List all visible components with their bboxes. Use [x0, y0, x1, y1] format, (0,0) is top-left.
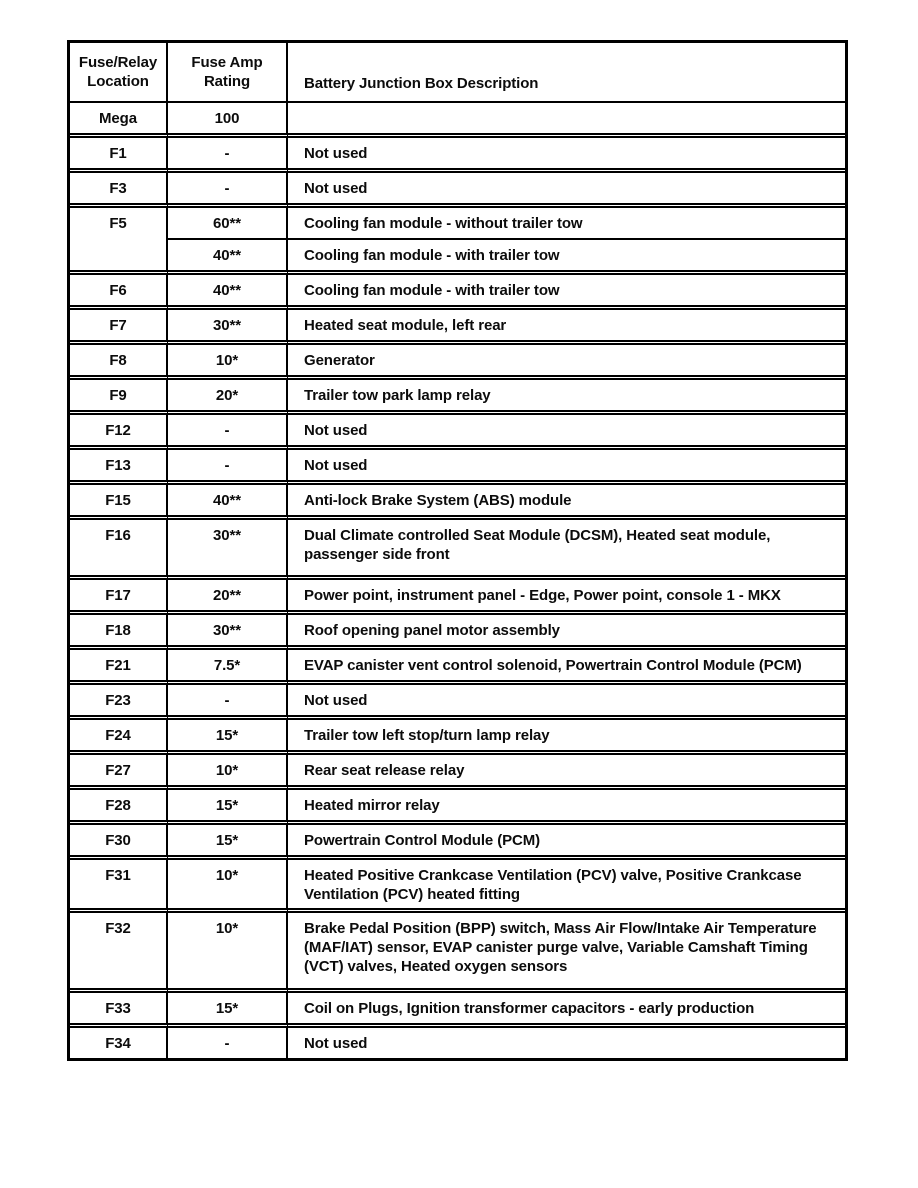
table-row	[70, 415, 845, 450]
header-fuse-amp-rating: Fuse Amp Rating	[168, 43, 288, 103]
cell-description: Cooling fan module - with trailer tow	[288, 275, 845, 310]
cell-fuse-location: F1	[70, 138, 168, 173]
cell-description: Heated seat module, left rear	[288, 310, 845, 345]
cell-description: Brake Pedal Position (BPP) switch, Mass Air Flow/Intake Air Temperature (MAF/IAT) sensor, EVAP canister purge valve, Variable Camshaft Timing (VCT) valves, Heated oxygen sensors	[288, 913, 845, 993]
table-row	[70, 138, 845, 173]
cell-fuse-location: F3	[70, 173, 168, 208]
cell-fuse-location: F15	[70, 485, 168, 520]
cell-description: Cooling fan module - with trailer tow	[288, 240, 845, 275]
cell-amp-rating: 60**	[168, 208, 288, 240]
cell-description: Not used	[288, 173, 845, 208]
table-row	[70, 860, 845, 913]
cell-description: Coil on Plugs, Ignition transformer capacitors - early production	[288, 993, 845, 1028]
cell-amp-rating: 10*	[168, 860, 288, 913]
cell-amp-rating: -	[168, 173, 288, 208]
cell-description: Dual Climate controlled Seat Module (DCSM), Heated seat module, passenger side front	[288, 520, 845, 580]
cell-description	[288, 103, 845, 138]
cell-fuse-location: F6	[70, 275, 168, 310]
cell-description: Anti-lock Brake System (ABS) module	[288, 485, 845, 520]
cell-amp-rating: -	[168, 138, 288, 173]
table-row	[70, 380, 845, 415]
cell-fuse-location: F23	[70, 685, 168, 720]
cell-amp-rating: 100	[168, 103, 288, 138]
cell-description: Not used	[288, 450, 845, 485]
cell-amp-rating: -	[168, 415, 288, 450]
table-row	[70, 520, 845, 580]
cell-description: Rear seat release relay	[288, 755, 845, 790]
cell-fuse-location: F34	[70, 1028, 168, 1058]
cell-description: Heated mirror relay	[288, 790, 845, 825]
cell-amp-rating: 7.5*	[168, 650, 288, 685]
table-row	[70, 790, 845, 825]
header-battery-junction-box-description: Battery Junction Box Description	[288, 43, 845, 103]
cell-amp-rating: 20*	[168, 380, 288, 415]
table-row	[70, 310, 845, 345]
cell-fuse-location: F7	[70, 310, 168, 345]
cell-fuse-location: F9	[70, 380, 168, 415]
cell-fuse-location: F13	[70, 450, 168, 485]
fuse-table	[67, 40, 848, 1061]
cell-fuse-location: F27	[70, 755, 168, 790]
cell-amp-rating: 10*	[168, 755, 288, 790]
table-row	[70, 240, 845, 275]
cell-fuse-location: F17	[70, 580, 168, 615]
cell-amp-rating: 10*	[168, 913, 288, 993]
cell-amp-rating: -	[168, 450, 288, 485]
cell-fuse-location: F32	[70, 913, 168, 993]
table-row	[70, 580, 845, 615]
cell-fuse-location: Mega	[70, 103, 168, 138]
cell-description: Heated Positive Crankcase Ventilation (PCV) valve, Positive Crankcase Ventilation (PCV) heated fitting	[288, 860, 845, 913]
table-row	[70, 755, 845, 790]
cell-description: Roof opening panel motor assembly	[288, 615, 845, 650]
table-row	[70, 450, 845, 485]
table-row	[70, 720, 845, 755]
cell-amp-rating: 15*	[168, 790, 288, 825]
table-row	[70, 208, 845, 240]
cell-fuse-location: F21	[70, 650, 168, 685]
cell-description: Not used	[288, 138, 845, 173]
table-row	[70, 650, 845, 685]
cell-amp-rating: 40**	[168, 485, 288, 520]
table-row	[70, 685, 845, 720]
cell-fuse-location: F31	[70, 860, 168, 913]
cell-amp-rating: 30**	[168, 310, 288, 345]
table-row	[70, 345, 845, 380]
cell-description: Not used	[288, 1028, 845, 1058]
cell-fuse-location: F24	[70, 720, 168, 755]
table-row	[70, 615, 845, 650]
cell-amp-rating: 30**	[168, 520, 288, 580]
cell-amp-rating: 20**	[168, 580, 288, 615]
cell-fuse-location: F33	[70, 993, 168, 1028]
fuse-table-body	[70, 103, 845, 1058]
table-row	[70, 103, 845, 138]
cell-description: Not used	[288, 685, 845, 720]
cell-fuse-location: F12	[70, 415, 168, 450]
table-header-row	[70, 43, 845, 103]
cell-fuse-location: F18	[70, 615, 168, 650]
cell-amp-rating: 15*	[168, 825, 288, 860]
cell-description: Trailer tow park lamp relay	[288, 380, 845, 415]
cell-amp-rating: -	[168, 1028, 288, 1058]
table-row	[70, 485, 845, 520]
cell-amp-rating: 40**	[168, 240, 288, 275]
cell-amp-rating: 15*	[168, 993, 288, 1028]
cell-amp-rating: 10*	[168, 345, 288, 380]
cell-amp-rating: 15*	[168, 720, 288, 755]
cell-description: Cooling fan module - without trailer tow	[288, 208, 845, 240]
cell-description: EVAP canister vent control solenoid, Powertrain Control Module (PCM)	[288, 650, 845, 685]
cell-amp-rating: 30**	[168, 615, 288, 650]
table-row	[70, 993, 845, 1028]
table-row	[70, 913, 845, 993]
cell-fuse-location: F5	[70, 208, 168, 275]
table-row	[70, 825, 845, 860]
cell-amp-rating: -	[168, 685, 288, 720]
header-fuse-relay-location: Fuse/Relay Location	[70, 43, 168, 103]
cell-fuse-location: F28	[70, 790, 168, 825]
table-row	[70, 1028, 845, 1058]
cell-amp-rating: 40**	[168, 275, 288, 310]
cell-description: Generator	[288, 345, 845, 380]
table-row	[70, 173, 845, 208]
cell-description: Powertrain Control Module (PCM)	[288, 825, 845, 860]
cell-fuse-location: F16	[70, 520, 168, 580]
cell-fuse-location: F30	[70, 825, 168, 860]
cell-description: Power point, instrument panel - Edge, Power point, console 1 - MKX	[288, 580, 845, 615]
cell-description: Not used	[288, 415, 845, 450]
table-row	[70, 275, 845, 310]
cell-fuse-location: F8	[70, 345, 168, 380]
cell-description: Trailer tow left stop/turn lamp relay	[288, 720, 845, 755]
